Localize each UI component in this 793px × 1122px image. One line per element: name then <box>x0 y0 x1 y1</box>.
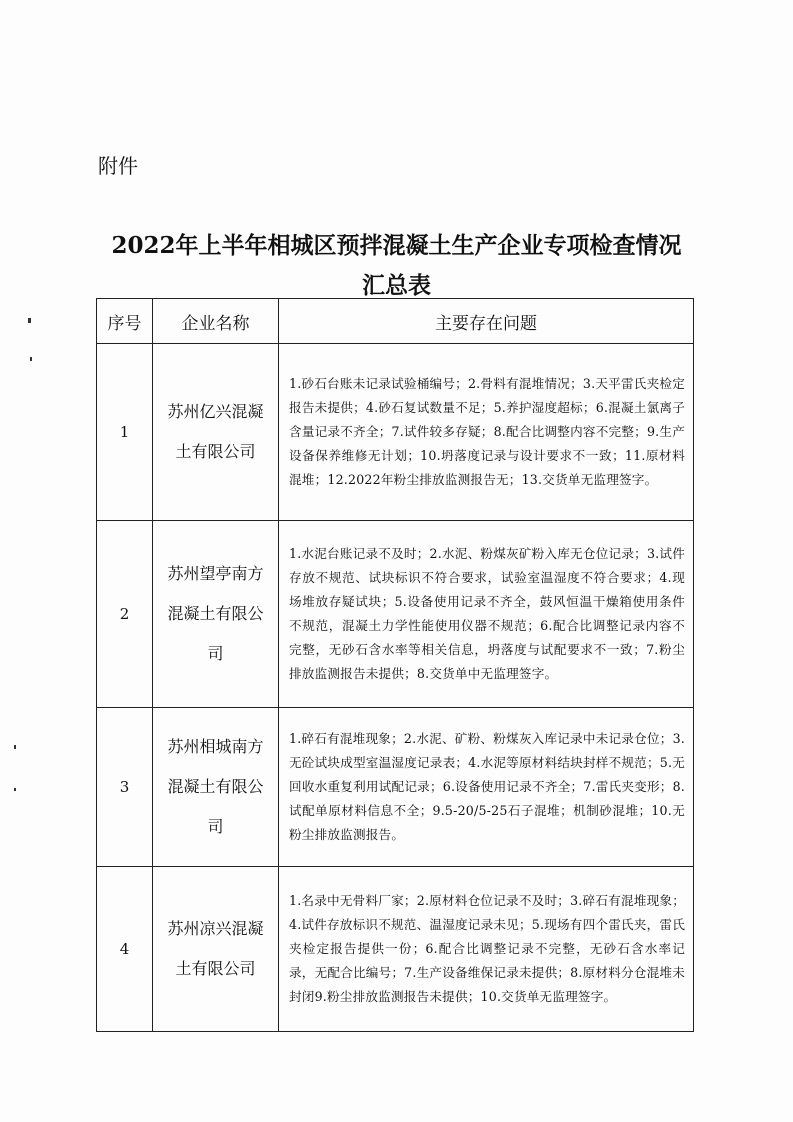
issues-text: 1.碎石有混堆现象；2.水泥、矿粉、粉煤灰入库记录中未记录仓位；3.无砼试块成型室温湿度记录表；4.水泥等原材料结块封样不规范；5.无回收水重复利用试配记录；6.设备使用记录不齐全；7.雷氏夹变形；8.试配单原材料信息不全；9.5-20/5-25石子混堆；机制砂混堆；10.无粉尘排放监测报告。 <box>279 708 694 867</box>
document-title-line1: 2022年上半年相城区预拌混凝土生产企业专项检查情况 <box>111 232 682 259</box>
company-name: 苏州亿兴混凝土有限公司 <box>153 344 279 521</box>
scan-speck <box>28 318 31 323</box>
row-number: 1 <box>97 344 153 521</box>
header-company: 企业名称 <box>153 299 279 344</box>
table-row <box>97 708 694 867</box>
row-number: 2 <box>97 521 153 708</box>
company-name: 苏州望亭南方混凝土有限公司 <box>153 521 279 708</box>
header-no: 序号 <box>97 299 153 344</box>
issues-text: 1.名录中无骨料厂家；2.原材料仓位记录不及时；3.碎石有混堆现象；4.试件存放标识不规范、温湿度记录未见；5.现场有四个雷氏夹，雷氏夹检定报告提供一份；6.配合比调整记录不完整，无砂石含水率记录，无配合比编号；7.生产设备维保记录未提供；8.原材料分仓混堆未封闭9.粉尘排放监测报告未提供；10.交货单无监理签字。 <box>279 867 694 1032</box>
scan-speck <box>14 745 16 749</box>
company-name: 苏州凉兴混凝土有限公司 <box>153 867 279 1032</box>
issues-text: 1.砂石台账未记录试验桶编号；2.骨料有混堆情况；3.天平雷氏夹检定报告未提供；4.砂石复试数量不足；5.养护湿度超标；6.混凝土氯离子含量记录不齐全；7.试件较多存疑；8.配合比调整内容不完整；9.生产设备保养维修无计划；10.坍落度记录与设计要求不一致；11.原材料混堆；12.2022年粉尘排放监测报告无；13.交货单无监理签字。 <box>279 344 694 521</box>
table-row <box>97 867 694 1032</box>
issues-text: 1.水泥台账记录不及时；2.水泥、粉煤灰矿粉入库无仓位记录；3.试件存放不规范、试块标识不符合要求，试验室温湿度不符合要求；4.现场堆放存疑试块；5.设备使用记录不齐全，鼓风恒温干燥箱使用条件不规范，混凝土力学性能使用仪器不规范；6.配合比调整记录内容不完整，无砂石含水率等相关信息，坍落度与试配要求不一致；7.粉尘排放监测报告未提供；8.交货单中无监理签字。 <box>279 521 694 708</box>
table-header-row <box>97 299 694 344</box>
inspection-summary-table <box>96 298 694 1032</box>
table-row <box>97 344 694 521</box>
company-name: 苏州相城南方混凝土有限公司 <box>153 708 279 867</box>
table-row <box>97 521 694 708</box>
row-number: 4 <box>97 867 153 1032</box>
row-number: 3 <box>97 708 153 867</box>
document-title-line2: 汇总表 <box>362 272 431 299</box>
header-issues: 主要存在问题 <box>279 299 694 344</box>
scan-speck <box>14 788 16 791</box>
scan-speck <box>30 357 32 361</box>
attachment-label: 附件 <box>98 154 138 178</box>
